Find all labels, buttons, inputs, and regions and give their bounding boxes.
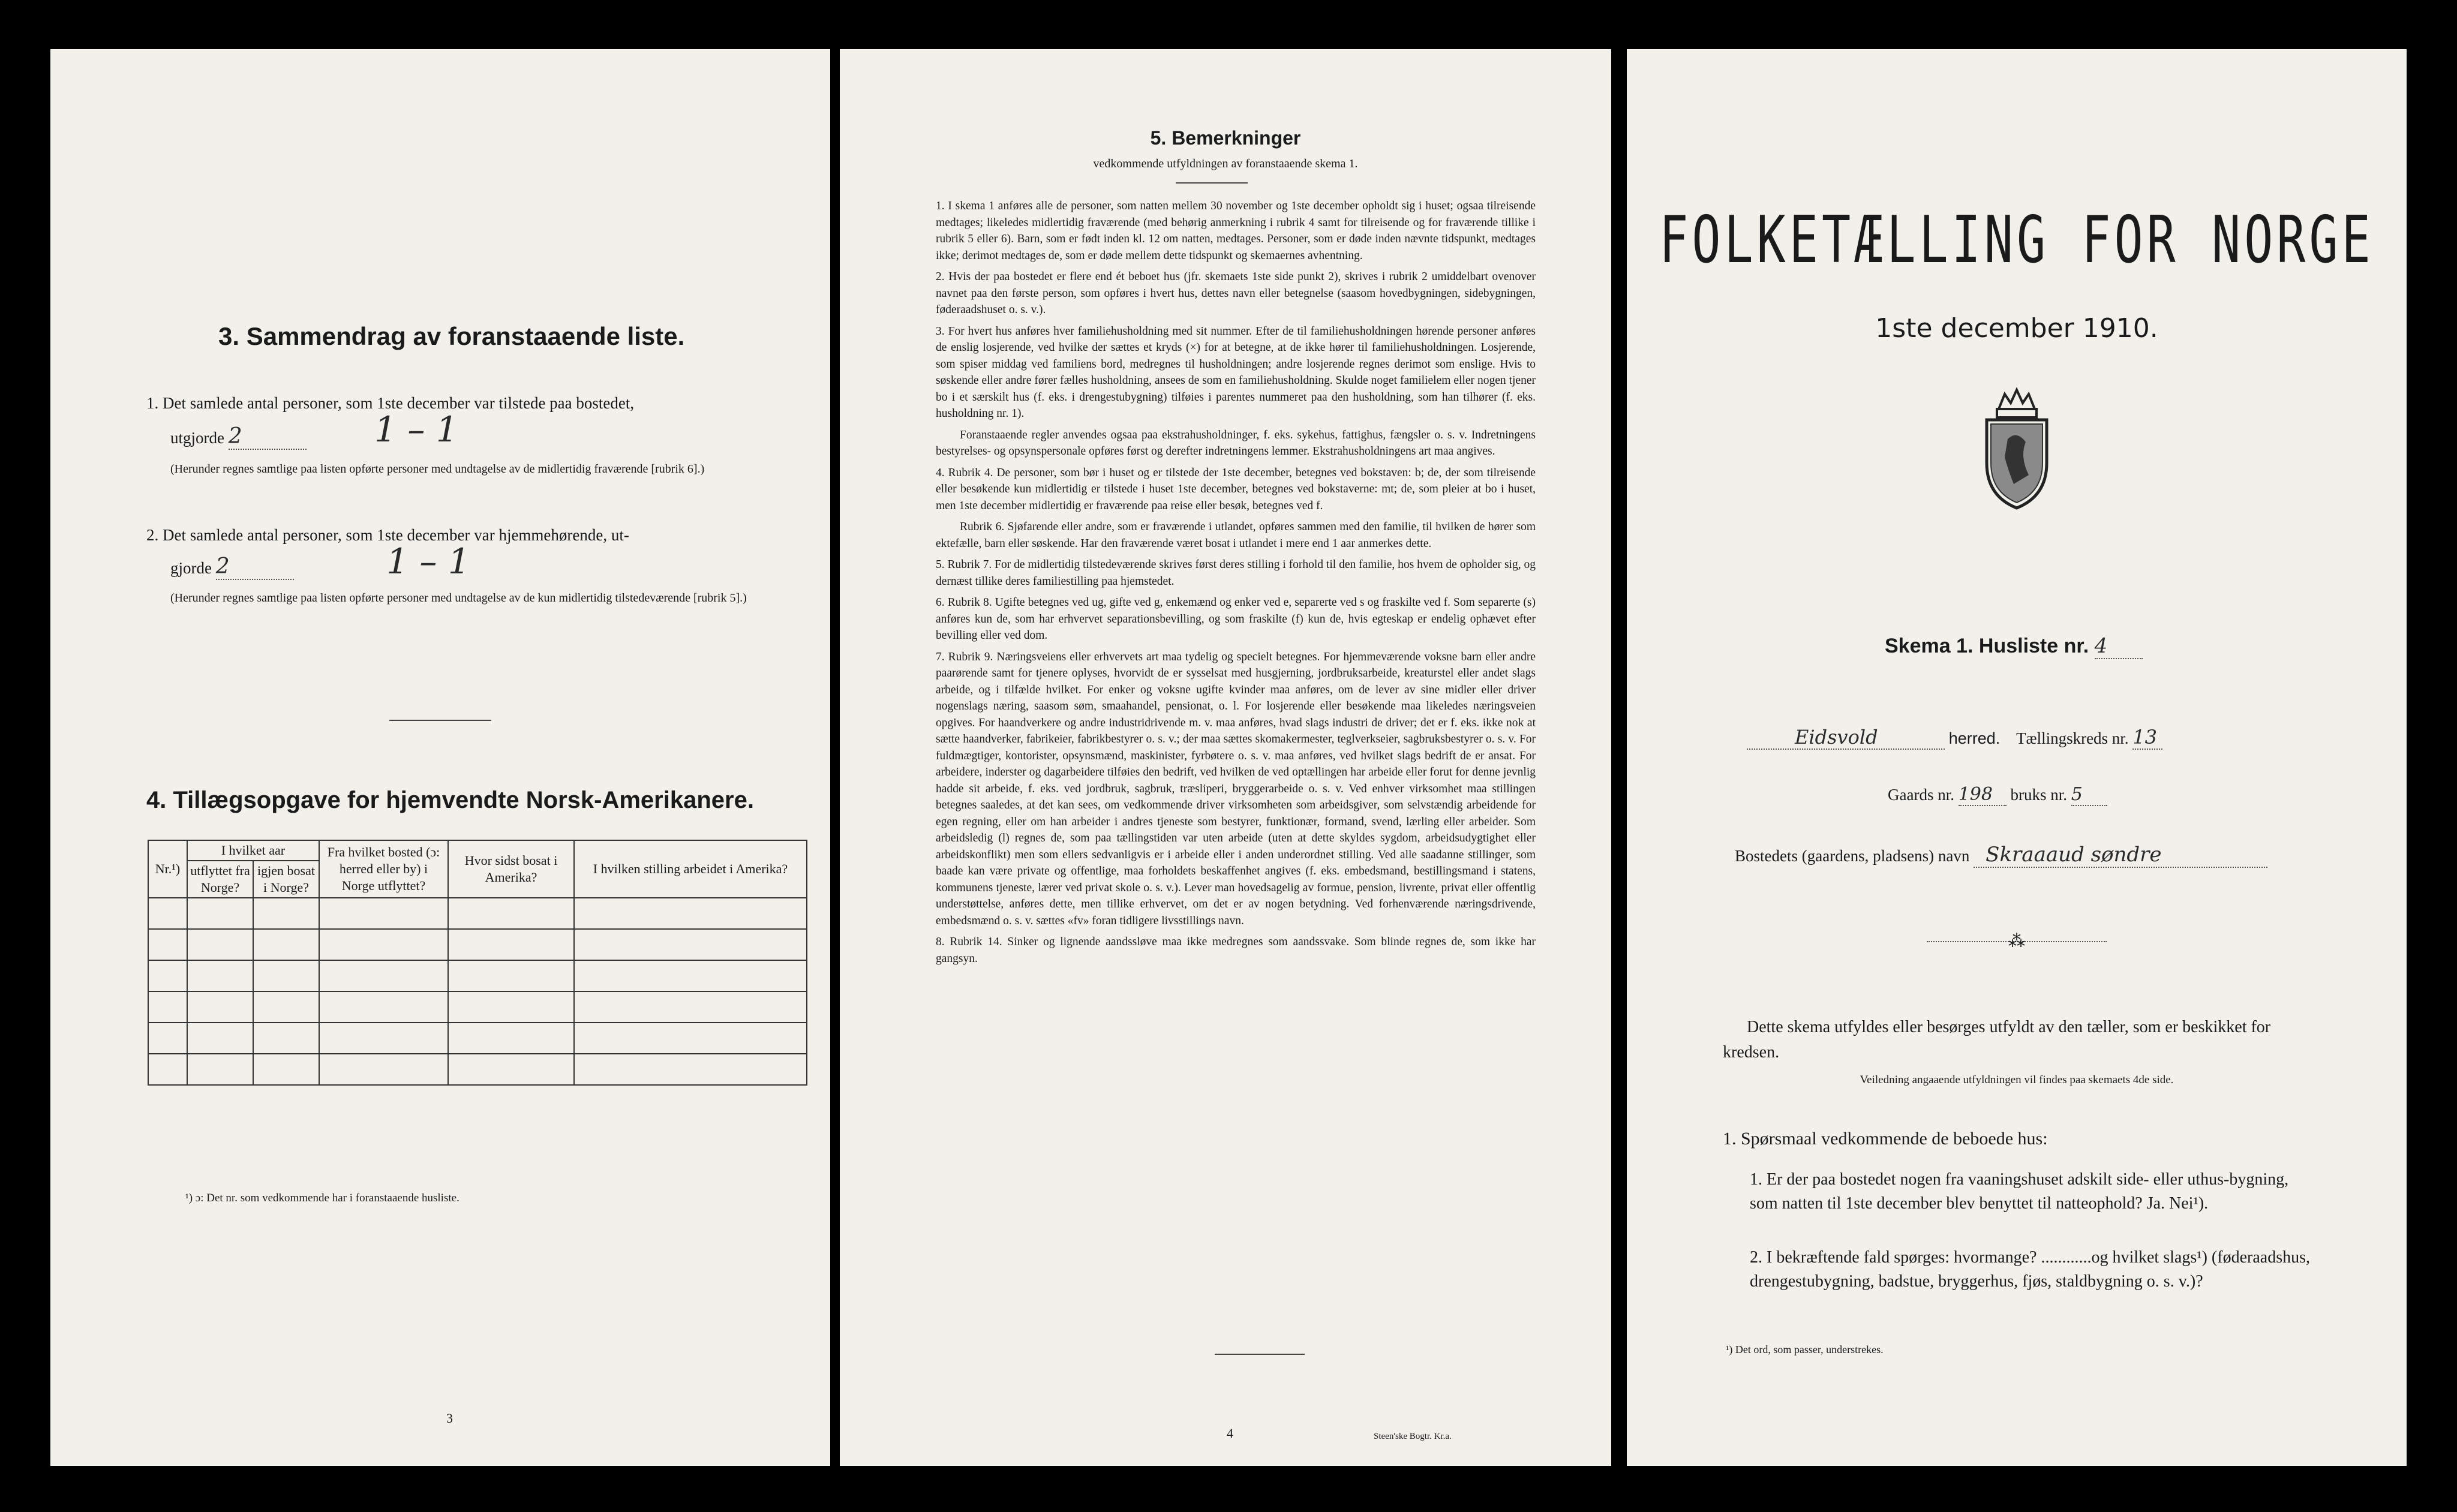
remark-8: 8. Rubrik 14. Sinker og lignende aandssløve maa ikke medregnes som aandssvake. Som blinde regnes de, som ikke har gangsyn. <box>936 936 1536 965</box>
remarks-body <box>936 198 1536 972</box>
bruks-label: bruks nr. <box>2010 786 2067 804</box>
footnote: ¹) Det ord, som passer, understrekes. <box>1726 1343 1884 1355</box>
item2-text: 2. Det samlede antal personer, som 1ste december var hjemmehørende, ut- <box>146 526 629 544</box>
remark-7: 7. Rubrik 9. Næringsveiens eller erhvervets art maa tydelig og specielt betegnes. For hjemmeværende voksne barn eller andre paarørende samt for tjenere oplyses, hvorvidt de er sysselsat med husgjerning, jordbruksarbeide, kreaturstel eller andet slags arbeide, og i tilfælde hvilket. For enker og voksne ugifte kvinder maa anføres, om de lever av sine midler eller driver nogenslags næring, saasom søm, smaahandel, pensionat, o. l. For losjerende eller besøkende maa likeledes næringsveien opgives. For haandverkere og andre industridrivende m. v. maa anføres, hvad slags industri de driver; det er f. eks. ikke nok at sætte haandverker, fabrikeier, fabrikbestyrer o. s. v.; der maa sættes skomakermester, teglverkseier, sagbruksbestyrer o. s. v. For fuldmægtiger, kontorister, opsynsmænd, maskinister, fyrbøtere o. s. v. maa anføres, ved hvilket slags bedrift de er ansat. For arbeidere, inderster og dagarbeidere tilføies den bedrift, ved hvilken de ved optællingen har arbeide eller forut for denne jevnlig hadde sit arbeide, f. eks. ved jordbruk, sagbruk, træsliperi, bryggerarbeide o. s. v. Ved enhver virksomhet maa stillingen betegnes saaledes, at det kan sees, om vedkommende driver virksomheten som arbeidsgiver, som selvstændig arbeidende for egen regning, eller om han arbeider i andres tjeneste som bestyrer, funktionær, formand, svend, lærling eller arbeider. Som arbeidsledig (l) regnes de, som paa tællingstiden var uten arbeide (uten at dette skyldes sygdom, arbeidsudygtighet eller arbeidskonflikt) men som ellers sedvanligvis er i arbeide eller i anden underordnet stilling. Ved alle saadanne stillinger, som baade kan være private og offentlige, maa forholdets beskaffenhet angives (f. eks. embedsmand, bestillingsmand i statens, kommunens tjeneste, lærer ved privat skole o. s. v.). Lever man hovedsagelig av formue, pension, livrente, privat eller offentlig understøttelse, anføres dette, men tillike erhvervet, om det er av nogen betydning. Ved forhenværende næringsdrivende, embedsmænd o. s. v. sættes «fv» foran tidligere livsstillings navn. <box>936 650 1536 927</box>
table-header-row <box>148 840 807 861</box>
item1-text: 1. Det samlede antal personer, som 1ste december var tilstede paa bostedet, <box>146 394 635 412</box>
item1-answer <box>170 424 307 450</box>
table-row <box>148 1023 807 1054</box>
bosted-value: Skraaaud søndre <box>1974 843 2267 868</box>
bruks-value: 5 <box>2071 784 2107 806</box>
husliste-number: 4 <box>2095 634 2143 659</box>
herred-value: Eidsvold <box>1747 726 1945 750</box>
printer-mark: Steen'ske Bogtr. Kr.a. <box>1374 1432 1452 1441</box>
page-middle <box>840 49 1611 1466</box>
date-line: 1ste december 1910. <box>1875 313 2158 344</box>
remark-4b: Rubrik 6. Sjøfarende eller andre, som er fraværende i utlandet, opføres sammen med den familie, til hvilken de hører som ektefælle, barn eller søskende. Har den fraværende været bosat i utlandet i mere end 1 aar anmerkes dette. <box>936 521 1536 550</box>
intro-text: Dette skema utfyldes eller besørges utfyldt av den tæller, som er beskikket for kredsen. <box>1723 1018 2271 1062</box>
gaards-line <box>1888 784 2107 806</box>
remark-3: 3. For hvert hus anføres hver familiehusholdning med sit nummer. Efter de til familiehusholdningen hørende personer anføres de enslig losjerende, ved hvilke der sættes et kryds (×) for at betegne, at de ikke hører til familiehusholdningen. Losjerende, som spiser middag ved familiens bord, medregnes til husholdningen; andre losjerende regnes derimot som enslige. Hvis to søskende eller andre fører fælles husholdning, ansees de som en familiehusholdning. Skulde noget familielem eller nogen tjener bo i et særskilt hus (f. eks. i drengestubygning) tilføies i parentes nummeret paa den husholdning, som han tilhører (f. eks. husholdning nr. 1). <box>936 324 1536 420</box>
divider <box>1176 182 1248 184</box>
intro-note: Veiledning angaaende utfyldningen vil findes paa skemaets 4de side. <box>1860 1074 2174 1086</box>
item1-value: 2 <box>229 424 307 450</box>
gaards-value: 198 <box>1959 784 2007 806</box>
remark-6: 6. Rubrik 8. Ugifte betegnes ved ug, gifte ved g, enkemænd og enker ved e, separerte ved s og fraskilte ved f. Som separerte (s) anføres kun de, som har erhvervet separationsbevilling, og som fraskilte (f) kun de, hvis egteskap er endelig ophævet efter bevilling eller ved dom. <box>936 596 1536 642</box>
kreds-value: 13 <box>2132 726 2162 750</box>
table-row <box>148 960 807 991</box>
col-emigrated: utflyttet fra Norge? <box>187 861 253 898</box>
page-number: 4 <box>1227 1426 1233 1441</box>
item2-value: 2 <box>216 554 294 580</box>
question-1: 1. Er der paa bostedet nogen fra vaaningshuset adskilt side- eller uthus-bygning, som natten til 1ste december blev benyttet til natteophold? Ja. Nei¹). <box>1750 1170 2289 1213</box>
col-position: I hvilken stilling arbeidet i Amerika? <box>574 840 807 898</box>
remark-4: 4. Rubrik 4. De personer, som bør i huset og er tilstede der 1ste december, betegnes ved bokstaven: b; de, der som tilreisende eller besøkende kun midlertidig er tilstede i huset 1ste december, betegnes ved bokstaverne: mt; de, som pleier at bo i huset, men 1ste december midlertidig er fraværende paa reise eller besøk, betegnes ved f. <box>936 466 1536 512</box>
bosted-line <box>1735 843 2267 868</box>
col-returned: igjen bosat i Norge? <box>253 861 319 898</box>
ornament: ⁂ <box>2008 932 2025 951</box>
table-row <box>148 898 807 929</box>
return-table <box>148 840 807 1086</box>
table-footnote: ¹) ɔ: Det nr. som vedkommende har i foranstaaende husliste. <box>185 1192 459 1204</box>
remarks-subtitle: vedkommende utfyldningen av foranstaaende skema 1. <box>1093 157 1358 170</box>
item2-note: (Herunder regnes samtlige paa listen opførte personer med undtagelse av de kun midlertidig tilstedeværende [rubrik 5].) <box>170 591 747 605</box>
herred-line <box>1747 726 2162 750</box>
herred-label: herred. <box>1948 729 2001 747</box>
gaards-label: Gaards nr. <box>1888 786 1954 804</box>
item1-annotation: 1 – 1 <box>374 409 458 450</box>
remarks-title: 5. Bemerkninger <box>1150 127 1301 149</box>
item2-annotation: 1 – 1 <box>386 541 470 582</box>
item2-lead: gjorde <box>170 559 212 577</box>
table-row <box>148 929 807 960</box>
col-nr: Nr.¹) <box>148 840 187 898</box>
table-row <box>148 991 807 1023</box>
page-left <box>50 49 830 1466</box>
remark-1: 1. I skema 1 anføres alle de personer, som natten mellem 30 november og 1ste december opholdt sig i huset; ogsaa tilreisende medtages; likeledes midlertidig fraværende (med behørig anmerkning i rubrik 4 samt for tilreisende og for fraværende tillike i rubrik 5 eller 6). Barn, som er født inden kl. 12 om natten, medtages. Personer, som er døde inden nævnte tidspunkt, medtages ikke; derimot medtages de, som er døde mellem dette tidspunkt og skemaernes avhentning. <box>936 200 1536 262</box>
coat-of-arms-icon <box>1978 385 2056 511</box>
divider <box>389 720 491 721</box>
section4-title: 4. Tillægsopgave for hjemvendte Norsk-Amerikanere. <box>146 787 754 813</box>
remark-3b: Foranstaaende regler anvendes ogsaa paa ekstrahusholdninger, f. eks. sykehus, fattighus, fængsler o. s. v. Indretningens bestyrelses- og opsynspersonale opføres først og derefter indretningens lemmer. Ekstrahusholdningens art maa angives. <box>936 428 1536 458</box>
question-heading: 1. Spørsmaal vedkommende de beboede hus: <box>1723 1129 2048 1149</box>
remark-2: 2. Hvis der paa bostedet er flere end ét beboet hus (jfr. skemaets 1ste side punkt 2), skrives i rubrik 2 umiddelbart ovenover navnet paa den første person, som opføres i hvert hus, dettes navn eller betegnelse (saasom hovedbygningen, sidebygningen, føderaadshuset o. s. v.). <box>936 270 1536 316</box>
schema-label: Skema 1. Husliste nr. <box>1885 635 2089 657</box>
item2-answer <box>170 554 294 580</box>
divider <box>1215 1354 1305 1355</box>
col-from-where: Fra hvilket bosted (ɔ: herred eller by) i Norge utflyttet? <box>319 840 448 898</box>
main-title: FOLKETÆLLING FOR NORGE <box>1659 202 2374 278</box>
remark-5: 5. Rubrik 7. For de midlertidig tilstedeværende skrives først deres stilling i forhold til den familie, hos hvem de opholder sig, og dernæst tillike deres familiestilling paa hjemstedet. <box>936 558 1536 588</box>
page-number: 3 <box>446 1411 453 1426</box>
question-2: 2. I bekræftende fald spørges: hvormange? ............og hvilket slags¹) (føderaadshus, drengestubygning, badstue, bryggerhus, fjøs, staldbygning o. s. v.)? <box>1750 1248 2310 1291</box>
table-row <box>148 1054 807 1085</box>
section3-title: 3. Sammendrag av foranstaaende liste. <box>218 322 685 350</box>
schema-line <box>1885 634 2143 659</box>
bosted-label: Bostedets (gaardens, pladsens) navn <box>1735 847 1970 865</box>
col-last-residence: Hvor sidst bosat i Amerika? <box>448 840 574 898</box>
item1-note: (Herunder regnes samtlige paa listen opførte personer med undtagelse av de midlertidig fraværende [rubrik 6].) <box>170 462 705 476</box>
page-right <box>1627 49 2407 1466</box>
col-year-group: I hvilket aar <box>187 840 319 861</box>
kreds-label: Tællingskreds nr. <box>2016 729 2129 747</box>
item1-lead: utgjorde <box>170 429 224 447</box>
